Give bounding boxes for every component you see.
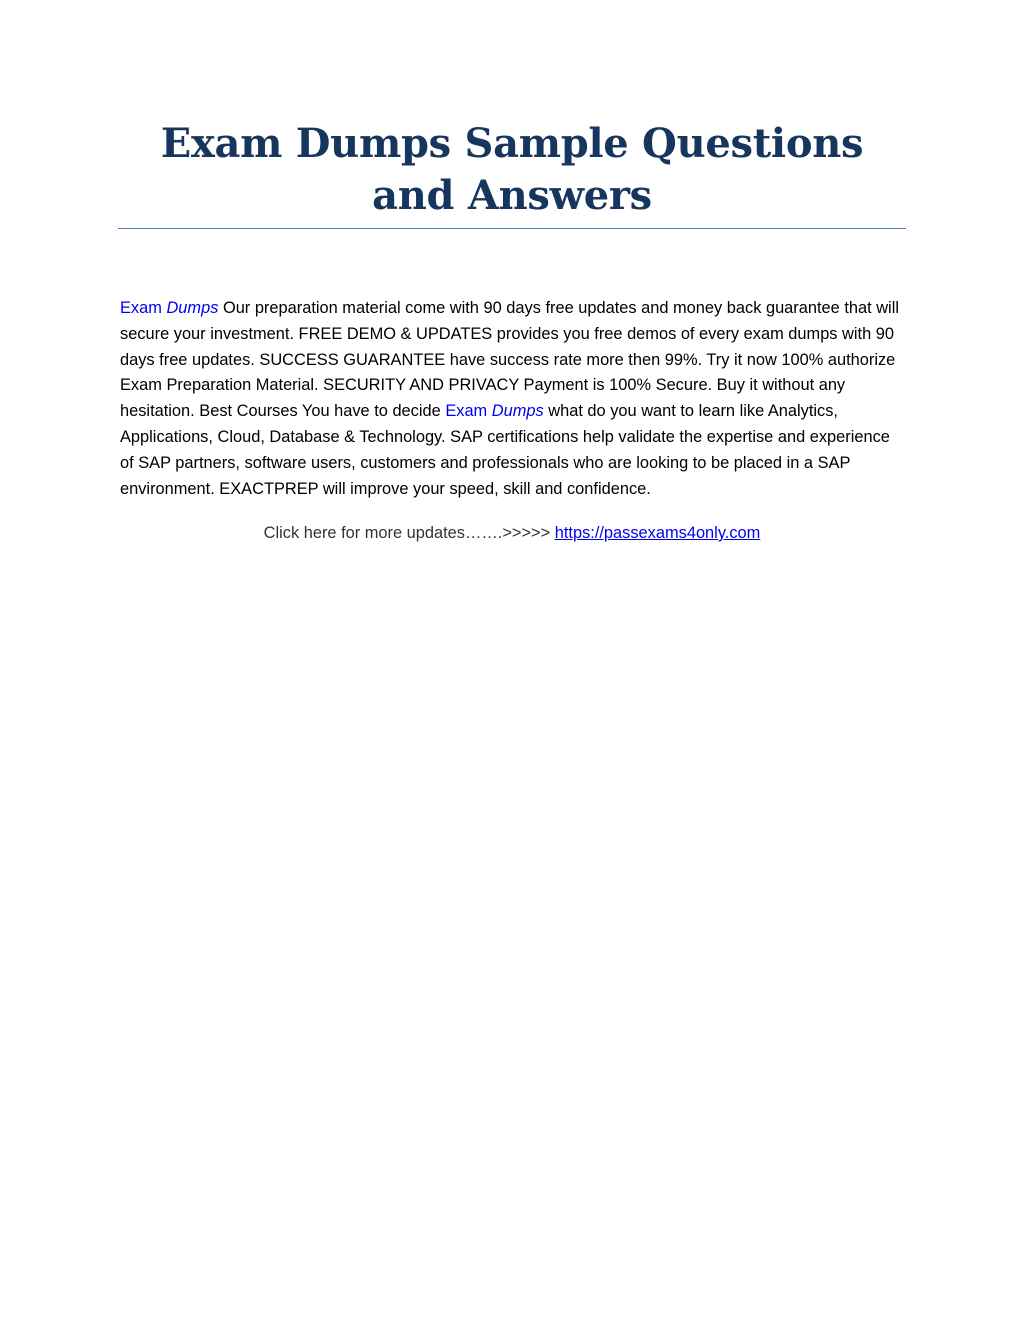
updates-prefix: Click here for more updates…….>>>>> (263, 524, 555, 542)
body-paragraph (120, 296, 908, 502)
exam-dumps-link-1[interactable] (120, 299, 218, 317)
link-word-exam: Exam (120, 299, 162, 317)
updates-line (118, 521, 906, 545)
paragraph-text-part-1: Our preparation material come with 90 days free updates and money back guarantee that will secure your investment. FREE DEMO & UPDATES provides you free demos of every exam dumps with 90 days free updates. SUCCESS GUARANTEE have success rate more then 99%. Try it now 100% authorize Exam Preparation Material. SECURITY AND PRIVACY Payment is 100% Secure. Buy it without any hesitation. Best Courses You have to decide (120, 299, 899, 421)
exam-dumps-link-2[interactable] (445, 402, 543, 420)
link-word-dumps: Dumps (166, 299, 219, 317)
link-word-dumps: Dumps (491, 402, 544, 421)
title-divider (118, 228, 906, 229)
passexams-link[interactable]: https://passexams4only.com (554, 524, 761, 542)
document-title: Exam Dumps Sample Questions and Answers (160, 120, 864, 219)
link-word-exam: Exam (445, 402, 488, 421)
paragraph-text-part-2: what do you want to learn like Analytics, Applications, Cloud, Database & Technology. SAP certifications help validate the expertise and experience of SAP partners, software users, customers and professionals who are looking to be placed in a SAP environment. EXACTPREP will improve your speed, skill and confidence. (120, 402, 890, 498)
